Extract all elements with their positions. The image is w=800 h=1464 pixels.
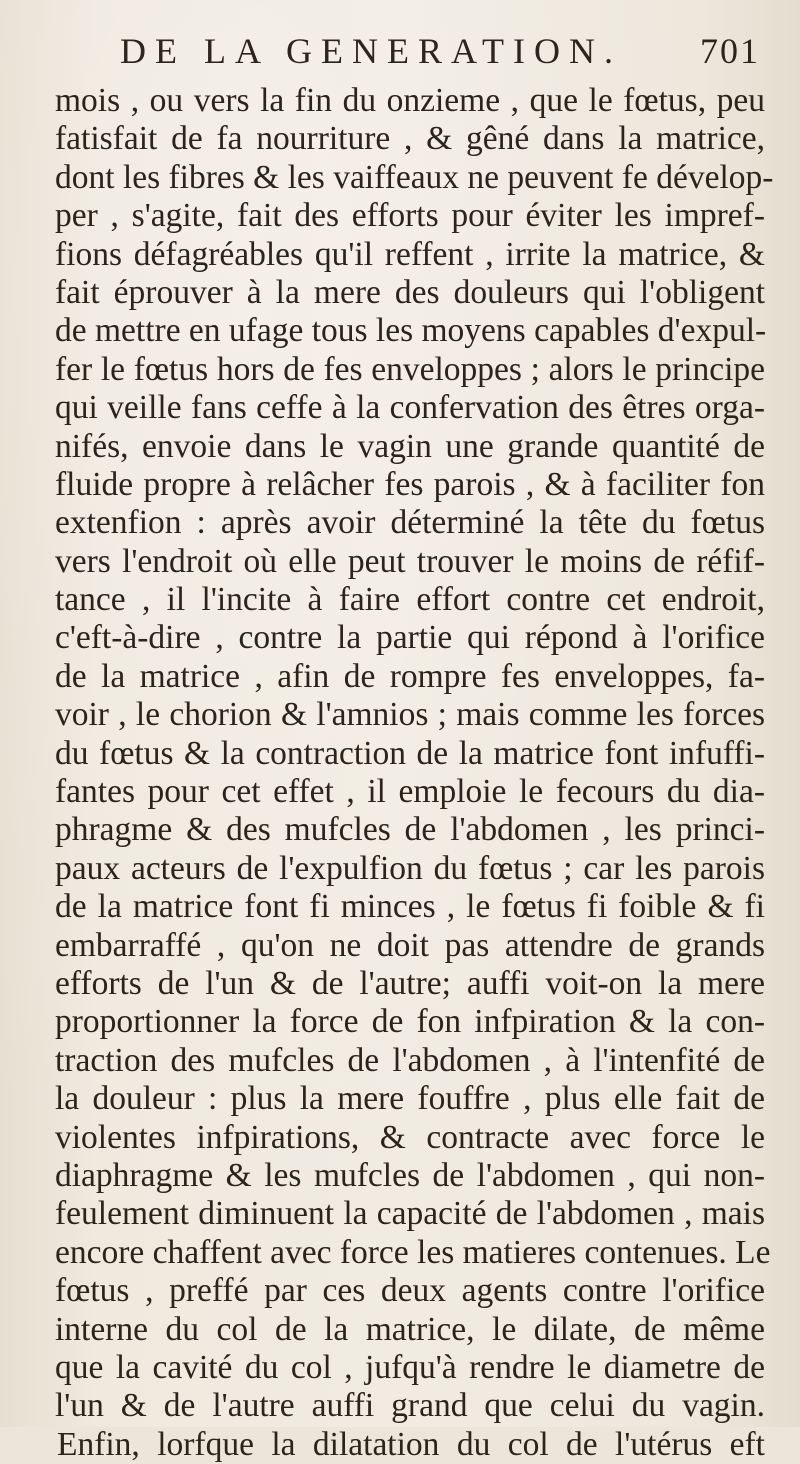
text-line: l'un & de l'autre auffi grand que celui du vagin. (55, 1387, 765, 1425)
text-line: fantes pour cet effet , il emploie le fecours du dia- (55, 773, 765, 811)
text-line: proportionner la force de fon infpiration & la con- (55, 1003, 765, 1041)
page-number: 701 (700, 31, 760, 71)
text-line: fatisfait de fa nourriture , & gêné dans la matrice, (55, 120, 765, 158)
text-line: extenfion : après avoir déterminé la tête du fœtus (55, 504, 765, 542)
body-text (55, 82, 774, 1464)
text-line: diaphragme & les mufcles de l'abdomen , qui non- (55, 1156, 765, 1194)
text-line: de la matrice font fi minces , le fœtus fi foible & fi (55, 888, 765, 926)
text-line: mois , ou vers la fin du onzieme , que le fœtus, peu (55, 82, 765, 119)
text-line: traction des mufcles de l'abdomen , à l'intenfité de (55, 1041, 765, 1079)
text-line: de mettre en ufage tous les moyens capables d'expul- (55, 312, 767, 350)
text-line: de la matrice , afin de rompre fes enveloppes, fa- (55, 657, 765, 695)
text-line: per , s'agite, fait des efforts pour éviter les impref- (55, 197, 765, 235)
text-line: paux acteurs de l'expulfion du fœtus ; car les parois (55, 849, 765, 887)
text-line: fer le fœtus hors de fes enveloppes ; alors le principe (55, 350, 765, 388)
text-line: efforts de l'un & de l'autre; auffi voit-on la mere (55, 964, 765, 1002)
text-line: embarraffé , qu'on ne doit pas attendre de grands (55, 926, 765, 964)
text-line: vers l'endroit où elle peut trouver le moins de réfif- (55, 542, 765, 580)
text-line: encore chaffent avec force les matieres contenues. Le (55, 1233, 771, 1271)
text-line: la douleur : plus la mere fouffre , plus elle fait de (55, 1080, 765, 1118)
text-line: dont les fibres & les vaiffeaux ne peuvent fe dévelop- (55, 158, 774, 196)
text-line: qui veille fans ceffe à la confervation des êtres orga- (55, 389, 765, 427)
text-line: interne du col de la matrice, le dilate, de même (55, 1310, 765, 1348)
text-line: tance , il l'incite à faire effort contre cet endroit, (55, 581, 765, 619)
text-line: phragme & des mufcles de l'abdomen , les princi- (55, 811, 765, 849)
text-line: voir , le chorion & l'amnios ; mais comme les forces (55, 696, 765, 734)
text-line: Enfin, lorfque la dilatation du col de l'utérus eft (57, 1425, 765, 1463)
running-title: DE LA GENERATION. (120, 31, 622, 71)
text-line: violentes infpirations, & contracte avec force le (55, 1118, 765, 1156)
text-line: fait éprouver à la mere des douleurs qui l'obligent (55, 273, 765, 311)
text-line: fluide propre à relâcher fes parois , & à faciliter fon (55, 465, 765, 503)
text-line: feulement diminuent la capacité de l'abdomen , mais (55, 1195, 765, 1233)
text-line: fœtus , preffé par ces deux agents contre l'orifice (55, 1272, 765, 1310)
text-line: nifés, envoie dans le vagin une grande quantité de (55, 427, 765, 465)
text-line: que la cavité du col , jufqu'à rendre le diametre de (55, 1348, 765, 1386)
running-head (120, 28, 760, 74)
text-line: c'eft-à-dire , contre la partie qui répond à l'orifice (55, 619, 765, 657)
text-line: fions défagréables qu'il reffent , irrite la matrice, & (55, 235, 765, 273)
text-line: du fœtus & la contraction de la matrice font infuffi- (55, 734, 765, 772)
